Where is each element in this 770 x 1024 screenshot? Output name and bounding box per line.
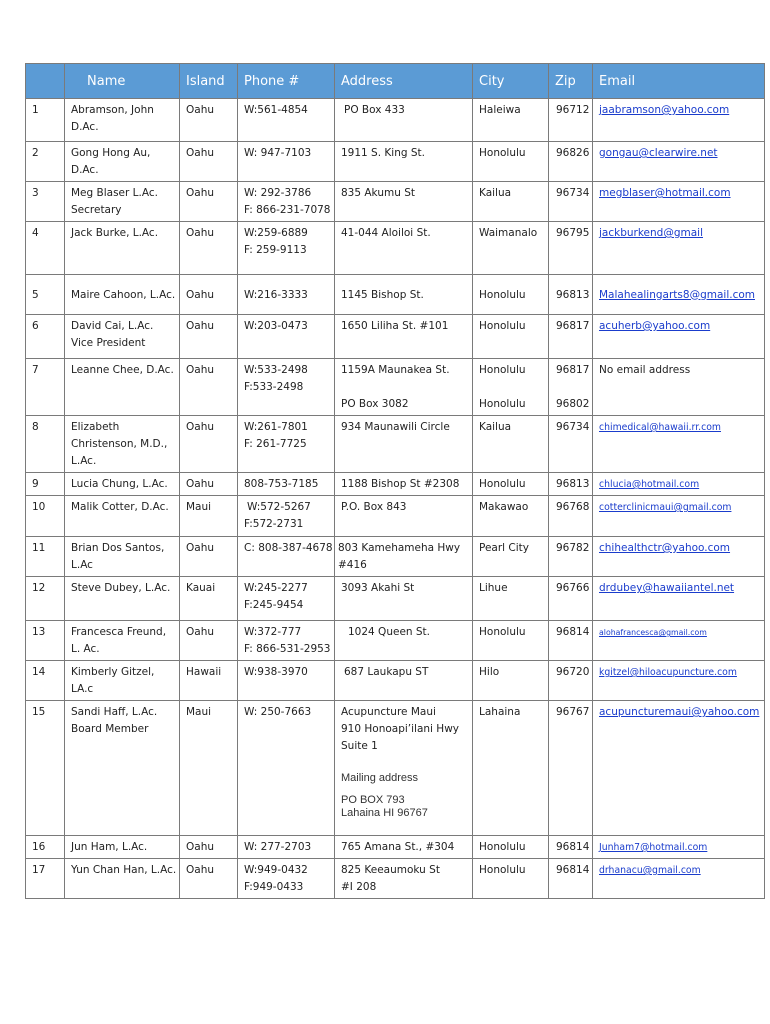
member-zip: [549, 359, 593, 416]
member-address: [335, 142, 473, 182]
phone-line: W:372-777: [244, 626, 302, 638]
city-line: Honolulu: [479, 478, 526, 490]
zip-line: 96766: [556, 582, 590, 594]
city-line: Honolulu: [479, 864, 526, 876]
row-number: 4: [26, 222, 65, 275]
header-name: Name: [65, 64, 180, 99]
address-line: 1911 S. King St.: [341, 147, 425, 159]
member-name: [65, 359, 180, 416]
member-phone: [238, 537, 335, 577]
member-island: Oahu: [180, 182, 238, 222]
phone-line: W:561-4854: [244, 104, 308, 116]
member-name: [65, 416, 180, 473]
address-line: PO Box 3082: [341, 398, 409, 410]
member-zip: [549, 473, 593, 496]
row-number: 8: [26, 416, 65, 473]
phone-line: W: 947-7103: [244, 147, 312, 159]
member-island: Maui: [180, 496, 238, 537]
table-row: [26, 701, 765, 836]
email-link[interactable]: gongau@clearwire.net: [599, 147, 718, 159]
member-name: [65, 222, 180, 275]
phone-line: W: 292-3786: [244, 187, 312, 199]
member-name: [65, 99, 180, 142]
table-row: [26, 836, 765, 859]
phone-line: W:245-2277: [244, 582, 308, 594]
header-city: City: [473, 64, 549, 99]
name-line: D.Ac.: [71, 121, 99, 133]
member-address: [335, 859, 473, 899]
zip-line: 96813: [556, 288, 590, 301]
member-address: [335, 661, 473, 701]
member-name: [65, 537, 180, 577]
address-line: 1024 Queen St.: [348, 626, 431, 638]
member-phone: [238, 222, 335, 275]
zip-line: 96720: [556, 666, 590, 678]
address-line: PO Box 433: [344, 104, 405, 116]
city-line: Kailua: [479, 187, 512, 199]
member-phone: [238, 142, 335, 182]
member-zip: [549, 661, 593, 701]
member-address: [335, 473, 473, 496]
name-line: Vice President: [71, 337, 146, 349]
name-line: Kimberly Gitzel,: [71, 666, 155, 678]
zip-line: 96813: [556, 478, 590, 490]
member-name: [65, 836, 180, 859]
row-number: 12: [26, 577, 65, 621]
address-line: 1159A Maunakea St.: [341, 364, 450, 376]
member-address: [335, 182, 473, 222]
row-number: 3: [26, 182, 65, 222]
phone-line: W:259-6889: [244, 227, 308, 239]
header-email: Email: [593, 64, 765, 99]
member-island: Oahu: [180, 473, 238, 496]
phone-line: W:949-0432: [244, 864, 308, 876]
table-row: [26, 496, 765, 537]
member-city: [473, 859, 549, 899]
address-line: 41-044 Aloiloi St.: [341, 227, 431, 239]
name-line: Jun Ham, L.Ac.: [71, 841, 148, 853]
name-line: LA.c: [71, 683, 94, 695]
address-line: 765 Amana St., #304: [341, 841, 455, 853]
phone-line: F: 866-231-7078: [244, 204, 331, 216]
city-line: Honolulu: [479, 288, 526, 301]
member-phone: [238, 496, 335, 537]
member-email-cell: [593, 315, 765, 359]
city-line: Hilo: [479, 666, 500, 678]
member-address: [335, 275, 473, 315]
member-city: [473, 701, 549, 836]
member-zip: [549, 222, 593, 275]
name-line: Secretary: [71, 204, 122, 216]
member-city: [473, 315, 549, 359]
name-line: Steve Dubey, L.Ac.: [71, 582, 171, 594]
zip-line: 96817: [556, 320, 590, 332]
city-line: Honolulu: [479, 626, 526, 638]
zip-line: 96814: [556, 864, 590, 876]
member-city: [473, 359, 549, 416]
email-link[interactable]: chlucia@hotmail.com: [599, 479, 700, 490]
city-line: Waimanalo: [479, 227, 538, 239]
member-zip: [549, 315, 593, 359]
zip-line: 96817: [556, 364, 590, 376]
member-island: Oahu: [180, 859, 238, 899]
member-zip: [549, 496, 593, 537]
row-number: 10: [26, 496, 65, 537]
member-phone: [238, 275, 335, 315]
member-address: [335, 99, 473, 142]
row-number: 7: [26, 359, 65, 416]
member-island: Oahu: [180, 621, 238, 661]
email-link[interactable]: alohafrancesca@gmail.com: [599, 628, 707, 637]
member-zip: [549, 859, 593, 899]
email-link[interactable]: Junham7@hotmail.com: [599, 842, 708, 853]
email-link[interactable]: chihealthctr@yahoo.com: [599, 542, 731, 554]
header-number: [26, 64, 65, 99]
member-phone: [238, 701, 335, 836]
header-zip: Zip: [549, 64, 593, 99]
member-address: [335, 315, 473, 359]
row-number: 16: [26, 836, 65, 859]
member-email-cell: [593, 99, 765, 142]
member-name: [65, 275, 180, 315]
member-zip: [549, 182, 593, 222]
phone-line: F: 261-7725: [244, 438, 307, 450]
member-name: [65, 496, 180, 537]
zip-line: 96712: [556, 104, 590, 116]
member-zip: [549, 537, 593, 577]
member-name: [65, 859, 180, 899]
member-email-cell: [593, 537, 765, 577]
email-link[interactable]: kgitzel@hiloacupuncture.com: [599, 667, 737, 678]
row-number: 2: [26, 142, 65, 182]
name-line: Meg Blaser L.Ac.: [71, 187, 158, 199]
address-line: 825 Keeaumoku St: [341, 864, 440, 876]
phone-line: F:533-2498: [244, 381, 304, 393]
name-line: David Cai, L.Ac.: [71, 320, 154, 332]
table-row: [26, 416, 765, 473]
zip-line: 96795: [556, 227, 590, 239]
mailing-address-line: PO BOX 793: [341, 793, 405, 806]
address-line: 910 Honoapi’ilani Hwy: [341, 723, 460, 735]
name-line: Gong Hong Au,: [71, 147, 151, 159]
member-email-cell: [593, 836, 765, 859]
member-email-cell: [593, 859, 765, 899]
member-island: Oahu: [180, 537, 238, 577]
member-phone: [238, 621, 335, 661]
member-city: [473, 577, 549, 621]
city-line: Pearl City: [479, 542, 530, 554]
member-phone: [238, 359, 335, 416]
member-email-cell: [593, 661, 765, 701]
member-address: [335, 621, 473, 661]
table-row: [26, 222, 765, 275]
phone-line: W:216-3333: [244, 288, 308, 301]
table-row: [26, 99, 765, 142]
email-link[interactable]: chimedical@hawaii.rr.com: [599, 422, 721, 433]
member-email-cell: [593, 577, 765, 621]
city-line: Honolulu: [479, 320, 526, 332]
member-address: [335, 701, 473, 836]
member-city: [473, 661, 549, 701]
address-line: 934 Maunawili Circle: [341, 421, 450, 433]
member-zip: [549, 836, 593, 859]
address-line: 1650 Liliha St. #101: [341, 320, 449, 332]
city-line: Honolulu: [479, 398, 526, 410]
zip-line: 96767: [556, 706, 590, 718]
phone-line: W:572-5267: [247, 501, 311, 513]
member-email-cell: [593, 222, 765, 275]
member-name: [65, 182, 180, 222]
name-line: Board Member: [71, 723, 149, 735]
email-link[interactable]: Malahealingarts8@gmail.com: [599, 288, 755, 301]
name-line: Leanne Chee, D.Ac.: [71, 364, 174, 376]
member-island: Kauai: [180, 577, 238, 621]
email-link[interactable]: jaabramson@yahoo.com: [599, 104, 730, 116]
row-number: 5: [26, 275, 65, 315]
member-island: Maui: [180, 701, 238, 836]
address-line: 1145 Bishop St.: [341, 288, 424, 301]
member-name: [65, 577, 180, 621]
phone-line: C: 808-387-4678: [244, 542, 333, 554]
table-row: [26, 142, 765, 182]
name-line: Christenson, M.D.,: [71, 438, 168, 450]
table-row: [26, 275, 765, 315]
member-zip: [549, 99, 593, 142]
member-zip: [549, 416, 593, 473]
email-link[interactable]: megblaser@hotmail.com: [599, 187, 731, 199]
name-line: Elizabeth: [71, 421, 120, 433]
row-number: 6: [26, 315, 65, 359]
member-phone: [238, 661, 335, 701]
address-line: 1188 Bishop St #2308: [341, 478, 460, 490]
mailing-address-line: Lahaina HI 96767: [341, 807, 428, 819]
member-address: [335, 577, 473, 621]
table-row: [26, 315, 765, 359]
name-line: L. Ac.: [71, 643, 100, 655]
member-zip: [549, 701, 593, 836]
row-number: 9: [26, 473, 65, 496]
table-row: [26, 621, 765, 661]
member-name: [65, 661, 180, 701]
zip-line: 96782: [556, 542, 590, 554]
email-link[interactable]: cotterclinicmaui@gmail.com: [599, 502, 732, 513]
member-zip: [549, 621, 593, 661]
zip-line: 96734: [556, 187, 590, 199]
address-line: 687 Laukapu ST: [344, 666, 429, 678]
member-city: [473, 496, 549, 537]
member-phone: [238, 416, 335, 473]
name-line: Abramson, John: [71, 104, 154, 116]
table-row: [26, 859, 765, 899]
name-line: Malik Cotter, D.Ac.: [71, 501, 169, 513]
member-email-cell: [593, 142, 765, 182]
member-island: Oahu: [180, 275, 238, 315]
address-line: Acupuncture Maui: [341, 706, 436, 718]
member-email-cell: [593, 621, 765, 661]
phone-line: W: 250-7663: [244, 706, 312, 718]
email-link[interactable]: jackburkend@gmail: [599, 227, 703, 239]
name-line: Sandi Haff, L.Ac.: [71, 706, 158, 718]
member-name: [65, 621, 180, 661]
row-number: 1: [26, 99, 65, 142]
phone-line: W:533-2498: [244, 364, 308, 376]
row-number: 14: [26, 661, 65, 701]
member-zip: [549, 577, 593, 621]
email-link[interactable]: acupuncturemaui@yahoo.com: [599, 706, 760, 718]
city-line: Honolulu: [479, 364, 526, 376]
city-line: Lahaina: [479, 706, 521, 718]
member-address: [335, 836, 473, 859]
phone-line: F:245-9454: [244, 599, 304, 611]
table-row: [26, 473, 765, 496]
member-email-cell: [593, 701, 765, 836]
member-email-cell: [593, 275, 765, 315]
zip-line: 96814: [556, 626, 590, 638]
member-directory-table: [25, 63, 765, 899]
header-island: Island: [180, 64, 238, 99]
header-address: Address: [335, 64, 473, 99]
member-address: [335, 222, 473, 275]
table-row: [26, 537, 765, 577]
table-header-row: [26, 64, 765, 99]
member-email-cell: [593, 496, 765, 537]
member-city: [473, 275, 549, 315]
member-phone: [238, 99, 335, 142]
zip-line: 96826: [556, 147, 590, 159]
phone-line: W:938-3970: [244, 666, 308, 678]
no-email-text: No email address: [599, 364, 691, 376]
address-line: #416: [338, 559, 367, 571]
member-name: [65, 315, 180, 359]
member-island: Oahu: [180, 222, 238, 275]
member-phone: [238, 836, 335, 859]
address-line: 3093 Akahi St: [341, 582, 415, 594]
name-line: Maire Cahoon, L.Ac.: [71, 288, 176, 301]
email-link[interactable]: drhanacu@gmail.com: [599, 865, 701, 876]
member-city: [473, 473, 549, 496]
city-line: Makawao: [479, 501, 529, 513]
member-address: [335, 416, 473, 473]
member-city: [473, 99, 549, 142]
name-line: Brian Dos Santos,: [71, 542, 165, 554]
phone-line: F: 259-9113: [244, 244, 307, 256]
city-line: Lihue: [479, 582, 508, 594]
address-line: #I 208: [341, 881, 377, 893]
member-email-cell: [593, 359, 765, 416]
mailing-address-label: Mailing address: [341, 772, 419, 784]
phone-line: F: 866-531-2953: [244, 643, 331, 655]
member-zip: [549, 142, 593, 182]
member-island: Oahu: [180, 416, 238, 473]
member-email-cell: [593, 182, 765, 222]
city-line: Haleiwa: [479, 104, 521, 116]
name-line: Francesca Freund,: [71, 626, 167, 638]
header-phone: Phone #: [238, 64, 335, 99]
phone-line: 808-753-7185: [244, 478, 319, 490]
phone-line: F:949-0433: [244, 881, 304, 893]
member-name: [65, 701, 180, 836]
member-address: [335, 537, 473, 577]
table-row: [26, 182, 765, 222]
member-phone: [238, 315, 335, 359]
phone-line: W:261-7801: [244, 421, 308, 433]
member-phone: [238, 859, 335, 899]
member-city: [473, 537, 549, 577]
row-number: 17: [26, 859, 65, 899]
member-city: [473, 621, 549, 661]
member-island: Oahu: [180, 99, 238, 142]
member-city: [473, 142, 549, 182]
address-line: 835 Akumu St: [341, 187, 415, 199]
member-phone: [238, 182, 335, 222]
row-number: 11: [26, 537, 65, 577]
address-line: P.O. Box 843: [341, 501, 407, 513]
name-line: D.Ac.: [71, 164, 99, 176]
name-line: L.Ac.: [71, 455, 97, 467]
city-line: Honolulu: [479, 147, 526, 159]
row-number: 13: [26, 621, 65, 661]
table-row: [26, 661, 765, 701]
name-line: Lucia Chung, L.Ac.: [71, 478, 168, 490]
phone-line: W:203-0473: [244, 320, 308, 332]
member-city: [473, 416, 549, 473]
member-address: [335, 359, 473, 416]
member-island: Oahu: [180, 315, 238, 359]
member-phone: [238, 473, 335, 496]
member-island: Hawaii: [180, 661, 238, 701]
member-island: Oahu: [180, 359, 238, 416]
zip-line: 96734: [556, 421, 590, 433]
member-city: [473, 182, 549, 222]
member-phone: [238, 577, 335, 621]
city-line: Kailua: [479, 421, 512, 433]
address-line: Suite 1: [341, 740, 378, 752]
member-name: [65, 473, 180, 496]
name-line: Yun Chan Han, L.Ac.: [71, 864, 177, 876]
phone-line: W: 277-2703: [244, 841, 312, 853]
member-email-cell: [593, 473, 765, 496]
member-island: Oahu: [180, 836, 238, 859]
address-line: 803 Kamehameha Hwy: [338, 542, 461, 554]
member-name: [65, 142, 180, 182]
table-row: [26, 577, 765, 621]
row-number: 15: [26, 701, 65, 836]
name-line: Jack Burke, L.Ac.: [71, 227, 159, 239]
city-line: Honolulu: [479, 841, 526, 853]
zip-line: 96768: [556, 501, 590, 513]
zip-line: 96802: [556, 398, 590, 410]
member-address: [335, 496, 473, 537]
member-city: [473, 836, 549, 859]
member-zip: [549, 275, 593, 315]
name-line: L.Ac: [71, 559, 93, 571]
member-city: [473, 222, 549, 275]
table-row: [26, 359, 765, 416]
phone-line: F:572-2731: [244, 518, 304, 530]
member-island: Oahu: [180, 142, 238, 182]
email-link[interactable]: drdubey@hawaiiantel.net: [599, 582, 735, 594]
zip-line: 96814: [556, 841, 590, 853]
member-email-cell: [593, 416, 765, 473]
email-link[interactable]: acuherb@yahoo.com: [599, 320, 711, 332]
